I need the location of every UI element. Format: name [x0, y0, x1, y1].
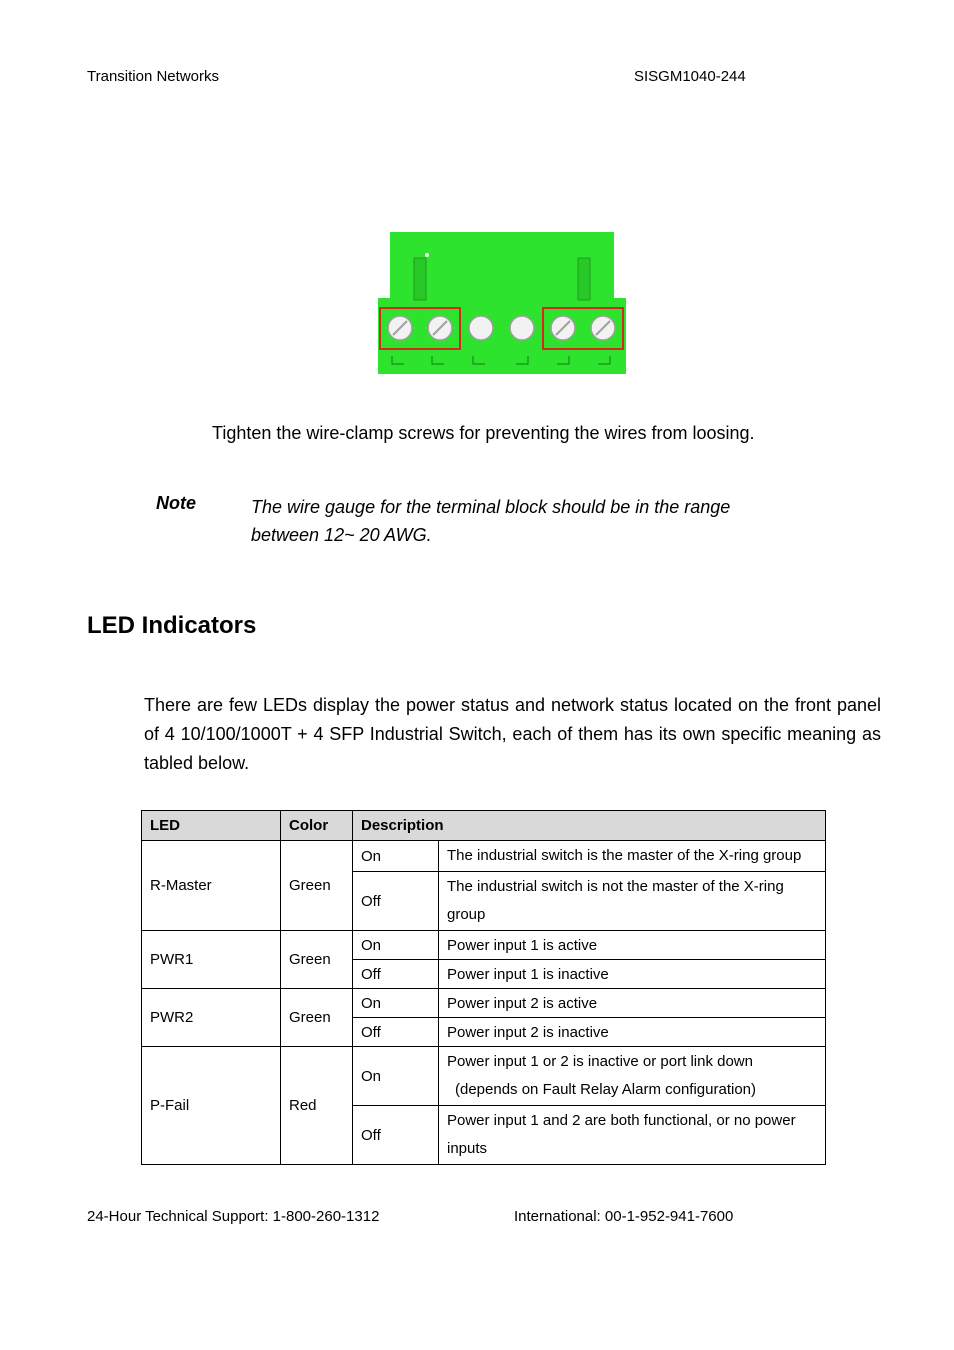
led-description-line: Power input 1 or 2 is inactive or port link down	[447, 1053, 753, 1070]
led-description: Power input 1 is inactive	[439, 960, 826, 989]
header-led: LED	[142, 811, 281, 841]
table-row	[142, 841, 826, 872]
led-description: The industrial switch is not the master of the X-ring group	[439, 872, 826, 931]
header-company: Transition Networks	[87, 68, 219, 85]
note-label: Note	[156, 493, 196, 513]
terminal-block-body	[378, 298, 626, 374]
footer-international: International: 00-1-952-941-7600	[514, 1208, 734, 1225]
note-text	[251, 493, 811, 549]
led-description: Power input 1 and 2 are both functional, or no power inputs	[439, 1106, 826, 1165]
led-state: Off	[353, 960, 439, 989]
table-row	[142, 989, 826, 1018]
led-description: Power input 2 is inactive	[439, 1018, 826, 1047]
led-state: On	[353, 1047, 439, 1106]
note-line-2: between 12~ 20 AWG.	[251, 525, 432, 545]
led-color: Green	[281, 841, 353, 931]
led-name: P-Fail	[142, 1047, 281, 1165]
led-state: On	[353, 989, 439, 1018]
figure-caption: Tighten the wire-clamp screws for preventing the wires from loosing.	[212, 423, 755, 443]
led-description: The industrial switch is the master of the X-ring group	[439, 841, 826, 872]
led-state: Off	[353, 872, 439, 931]
section-title: LED Indicators	[87, 612, 257, 639]
led-state: Off	[353, 1106, 439, 1165]
latch-left	[414, 258, 426, 300]
terminal-block-image	[376, 228, 628, 376]
footer-support: 24-Hour Technical Support: 1-800-260-1312	[87, 1208, 380, 1225]
led-description-note: (depends on Fault Relay Alarm configuration)	[455, 1081, 756, 1098]
marker-dot	[425, 253, 429, 257]
led-color: Green	[281, 989, 353, 1047]
header-model: SISGM1040-244	[634, 68, 746, 85]
led-state: Off	[353, 1018, 439, 1047]
led-color: Red	[281, 1047, 353, 1165]
led-name: PWR2	[142, 989, 281, 1047]
table-row	[142, 1047, 826, 1106]
table-header-row	[142, 811, 826, 841]
led-table	[141, 810, 826, 1165]
body-paragraph: There are few LEDs display the power status and network status located on the front panel of 4 10/100/1000T + 4 SFP Industrial Switch, each of them has its own specific meaning as tabled below.	[144, 695, 881, 773]
led-state: On	[353, 931, 439, 960]
led-description: Power input 2 is active	[439, 989, 826, 1018]
led-state: On	[353, 841, 439, 872]
table-row	[142, 931, 826, 960]
led-description: Power input 1 is active	[439, 931, 826, 960]
header-color: Color	[281, 811, 353, 841]
led-name: R-Master	[142, 841, 281, 931]
note-line-1: The wire gauge for the terminal block should be in the range	[251, 497, 731, 517]
header-description: Description	[353, 811, 826, 841]
latch-right	[578, 258, 590, 300]
led-name: PWR1	[142, 931, 281, 989]
led-color: Green	[281, 931, 353, 989]
led-description	[439, 1047, 826, 1106]
